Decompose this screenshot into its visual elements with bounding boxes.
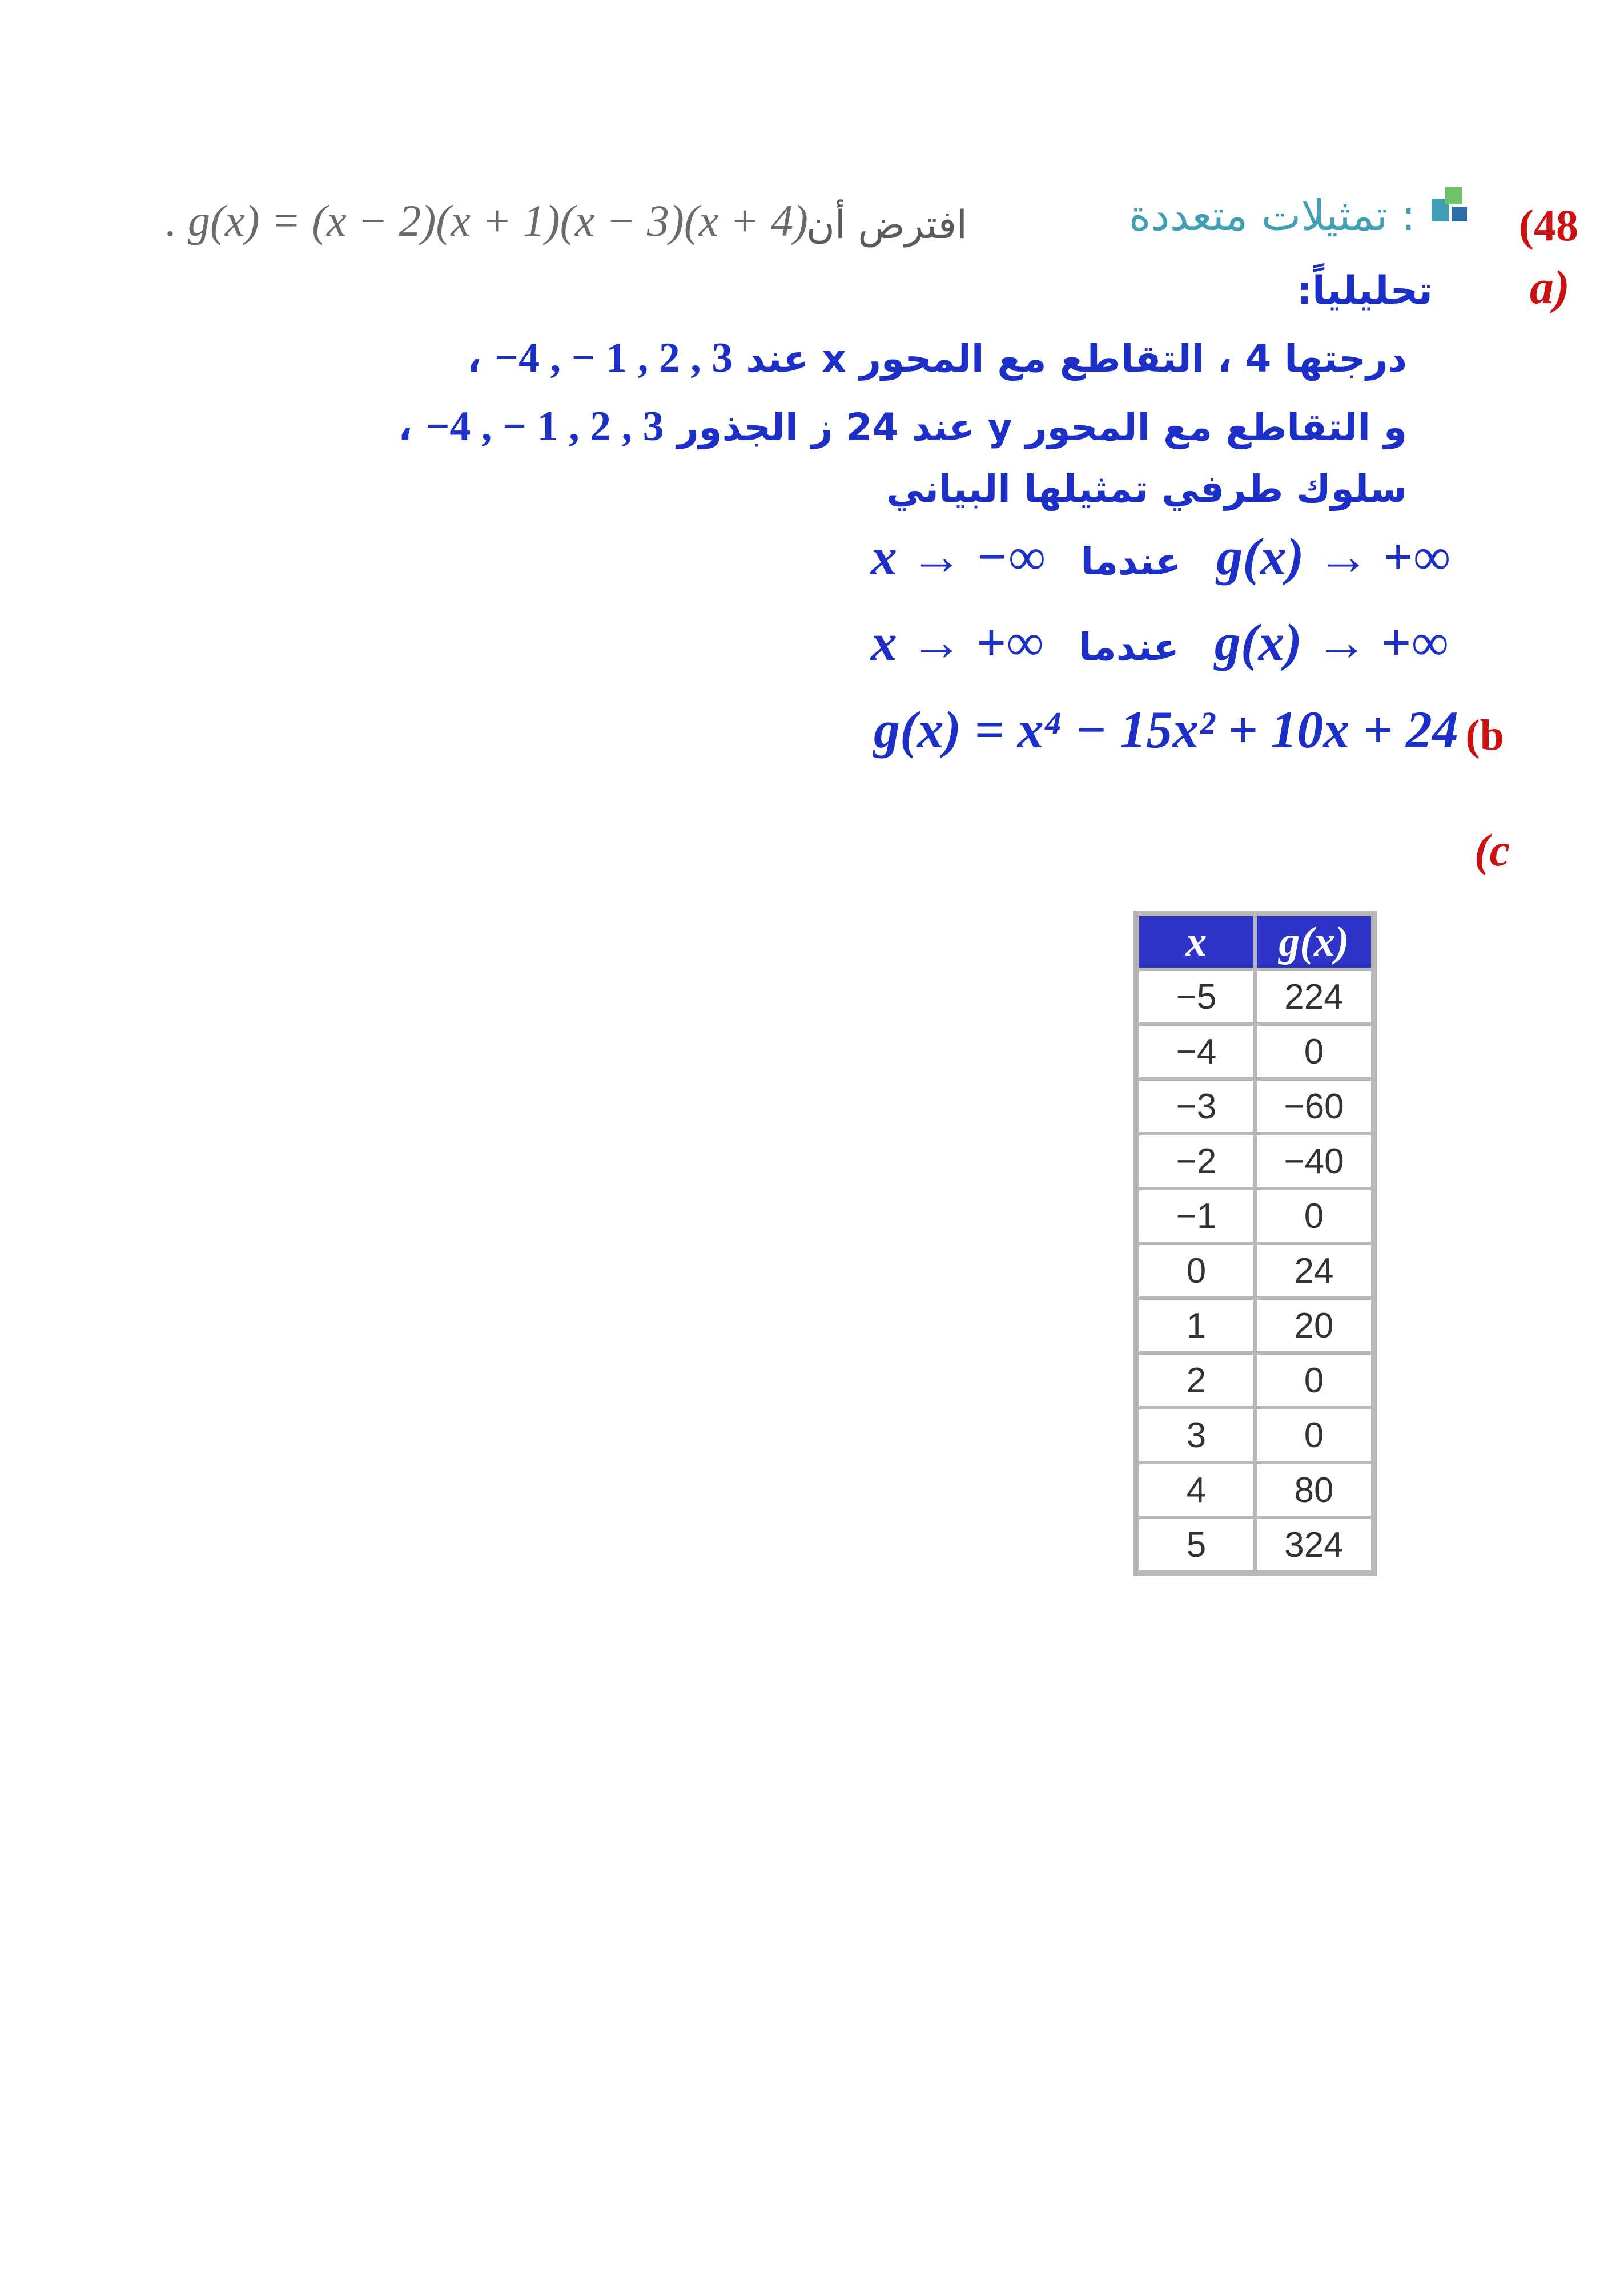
line1-text: درجتها 4 ، التقاطع مع المحور x عند xyxy=(746,337,1407,381)
part-c-label: (c xyxy=(1474,825,1510,876)
line1-values: 3 , 2 , 1 − , 4− xyxy=(494,335,733,381)
part-b-label: (b xyxy=(1465,711,1504,759)
table-body xyxy=(1136,969,1374,1573)
expanded-polynomial: g(x) = x⁴ − 15x² + 10x + 24 xyxy=(874,700,1458,759)
table-row xyxy=(1136,1517,1374,1573)
x-value-cell: 3 xyxy=(1136,1408,1255,1463)
line2-end: ، xyxy=(398,405,413,449)
end-behavior-limit-1 xyxy=(871,525,1450,587)
x-value-cell: −2 xyxy=(1136,1134,1255,1189)
line2-values: 3 , 2 , 1 − , 4− xyxy=(425,403,664,450)
degree-x-intercepts-line xyxy=(467,334,1407,382)
table-row xyxy=(1136,1408,1374,1463)
y-intercept-roots-line xyxy=(398,402,1407,451)
gx-value-cell: 20 xyxy=(1255,1298,1374,1353)
column-header-gx: g(x) xyxy=(1255,913,1374,969)
table-row xyxy=(1136,1353,1374,1408)
gx-value-cell: 80 xyxy=(1255,1463,1374,1517)
gx-value-cell: 24 xyxy=(1255,1243,1374,1298)
end-behavior-limit-2 xyxy=(871,611,1448,672)
x-value-cell: −1 xyxy=(1136,1189,1255,1243)
table-row xyxy=(1136,1024,1374,1079)
table-row xyxy=(1136,1463,1374,1517)
gx-value-cell: −60 xyxy=(1255,1079,1374,1134)
limit1-right: x → −∞ xyxy=(871,527,1046,586)
table-row xyxy=(1136,1189,1374,1243)
values-table xyxy=(1133,911,1377,1576)
x-value-cell: −5 xyxy=(1136,969,1255,1024)
column-header-x: x xyxy=(1136,913,1255,969)
gx-value-cell: 224 xyxy=(1255,969,1374,1024)
gx-value-cell: 0 xyxy=(1255,1024,1374,1079)
gx-value-cell: −40 xyxy=(1255,1134,1374,1189)
table-row xyxy=(1136,1243,1374,1298)
limit2-when: عندما xyxy=(1079,625,1179,669)
assume-text: افترض أن xyxy=(806,203,967,248)
x-value-cell: 5 xyxy=(1136,1517,1255,1573)
gx-value-cell: 0 xyxy=(1255,1189,1374,1243)
x-value-cell: 1 xyxy=(1136,1298,1255,1353)
x-value-cell: −3 xyxy=(1136,1079,1255,1134)
limit2-left: g(x) → +∞ xyxy=(1214,613,1449,671)
section-title: تمثيلات متعددة : xyxy=(1128,191,1416,240)
part-a-label: a) xyxy=(1530,261,1570,314)
problem-formula: . g(x) = (x − 2)(x + 1)(x − 3)(x + 4) xyxy=(166,196,809,245)
x-value-cell: 0 xyxy=(1136,1243,1255,1298)
gx-value-cell: 0 xyxy=(1255,1353,1374,1408)
table-row xyxy=(1136,969,1374,1024)
limit2-right: x → +∞ xyxy=(871,613,1044,671)
end-behavior-line: سلوك طرفي تمثيلها البياني xyxy=(886,467,1407,511)
problem-number: (48 xyxy=(1519,200,1578,250)
table-row xyxy=(1136,1079,1374,1134)
x-value-cell: 4 xyxy=(1136,1463,1255,1517)
gx-value-cell: 324 xyxy=(1255,1517,1374,1573)
table-row xyxy=(1136,1134,1374,1189)
limit1-left: g(x) → +∞ xyxy=(1216,527,1450,586)
limit1-when: عندما xyxy=(1080,539,1181,583)
x-value-cell: 2 xyxy=(1136,1353,1255,1408)
line2-text: و التقاطع مع المحور y عند 24 ز الجذور xyxy=(677,405,1407,449)
multiple-representations-icon xyxy=(1427,182,1473,227)
x-value-cell: −4 xyxy=(1136,1024,1255,1079)
gx-value-cell: 0 xyxy=(1255,1408,1374,1463)
table-header-row xyxy=(1136,913,1374,969)
line1-end: ، xyxy=(467,337,481,381)
table-row xyxy=(1136,1298,1374,1353)
analysis-label: تحليلياً: xyxy=(1296,268,1433,313)
